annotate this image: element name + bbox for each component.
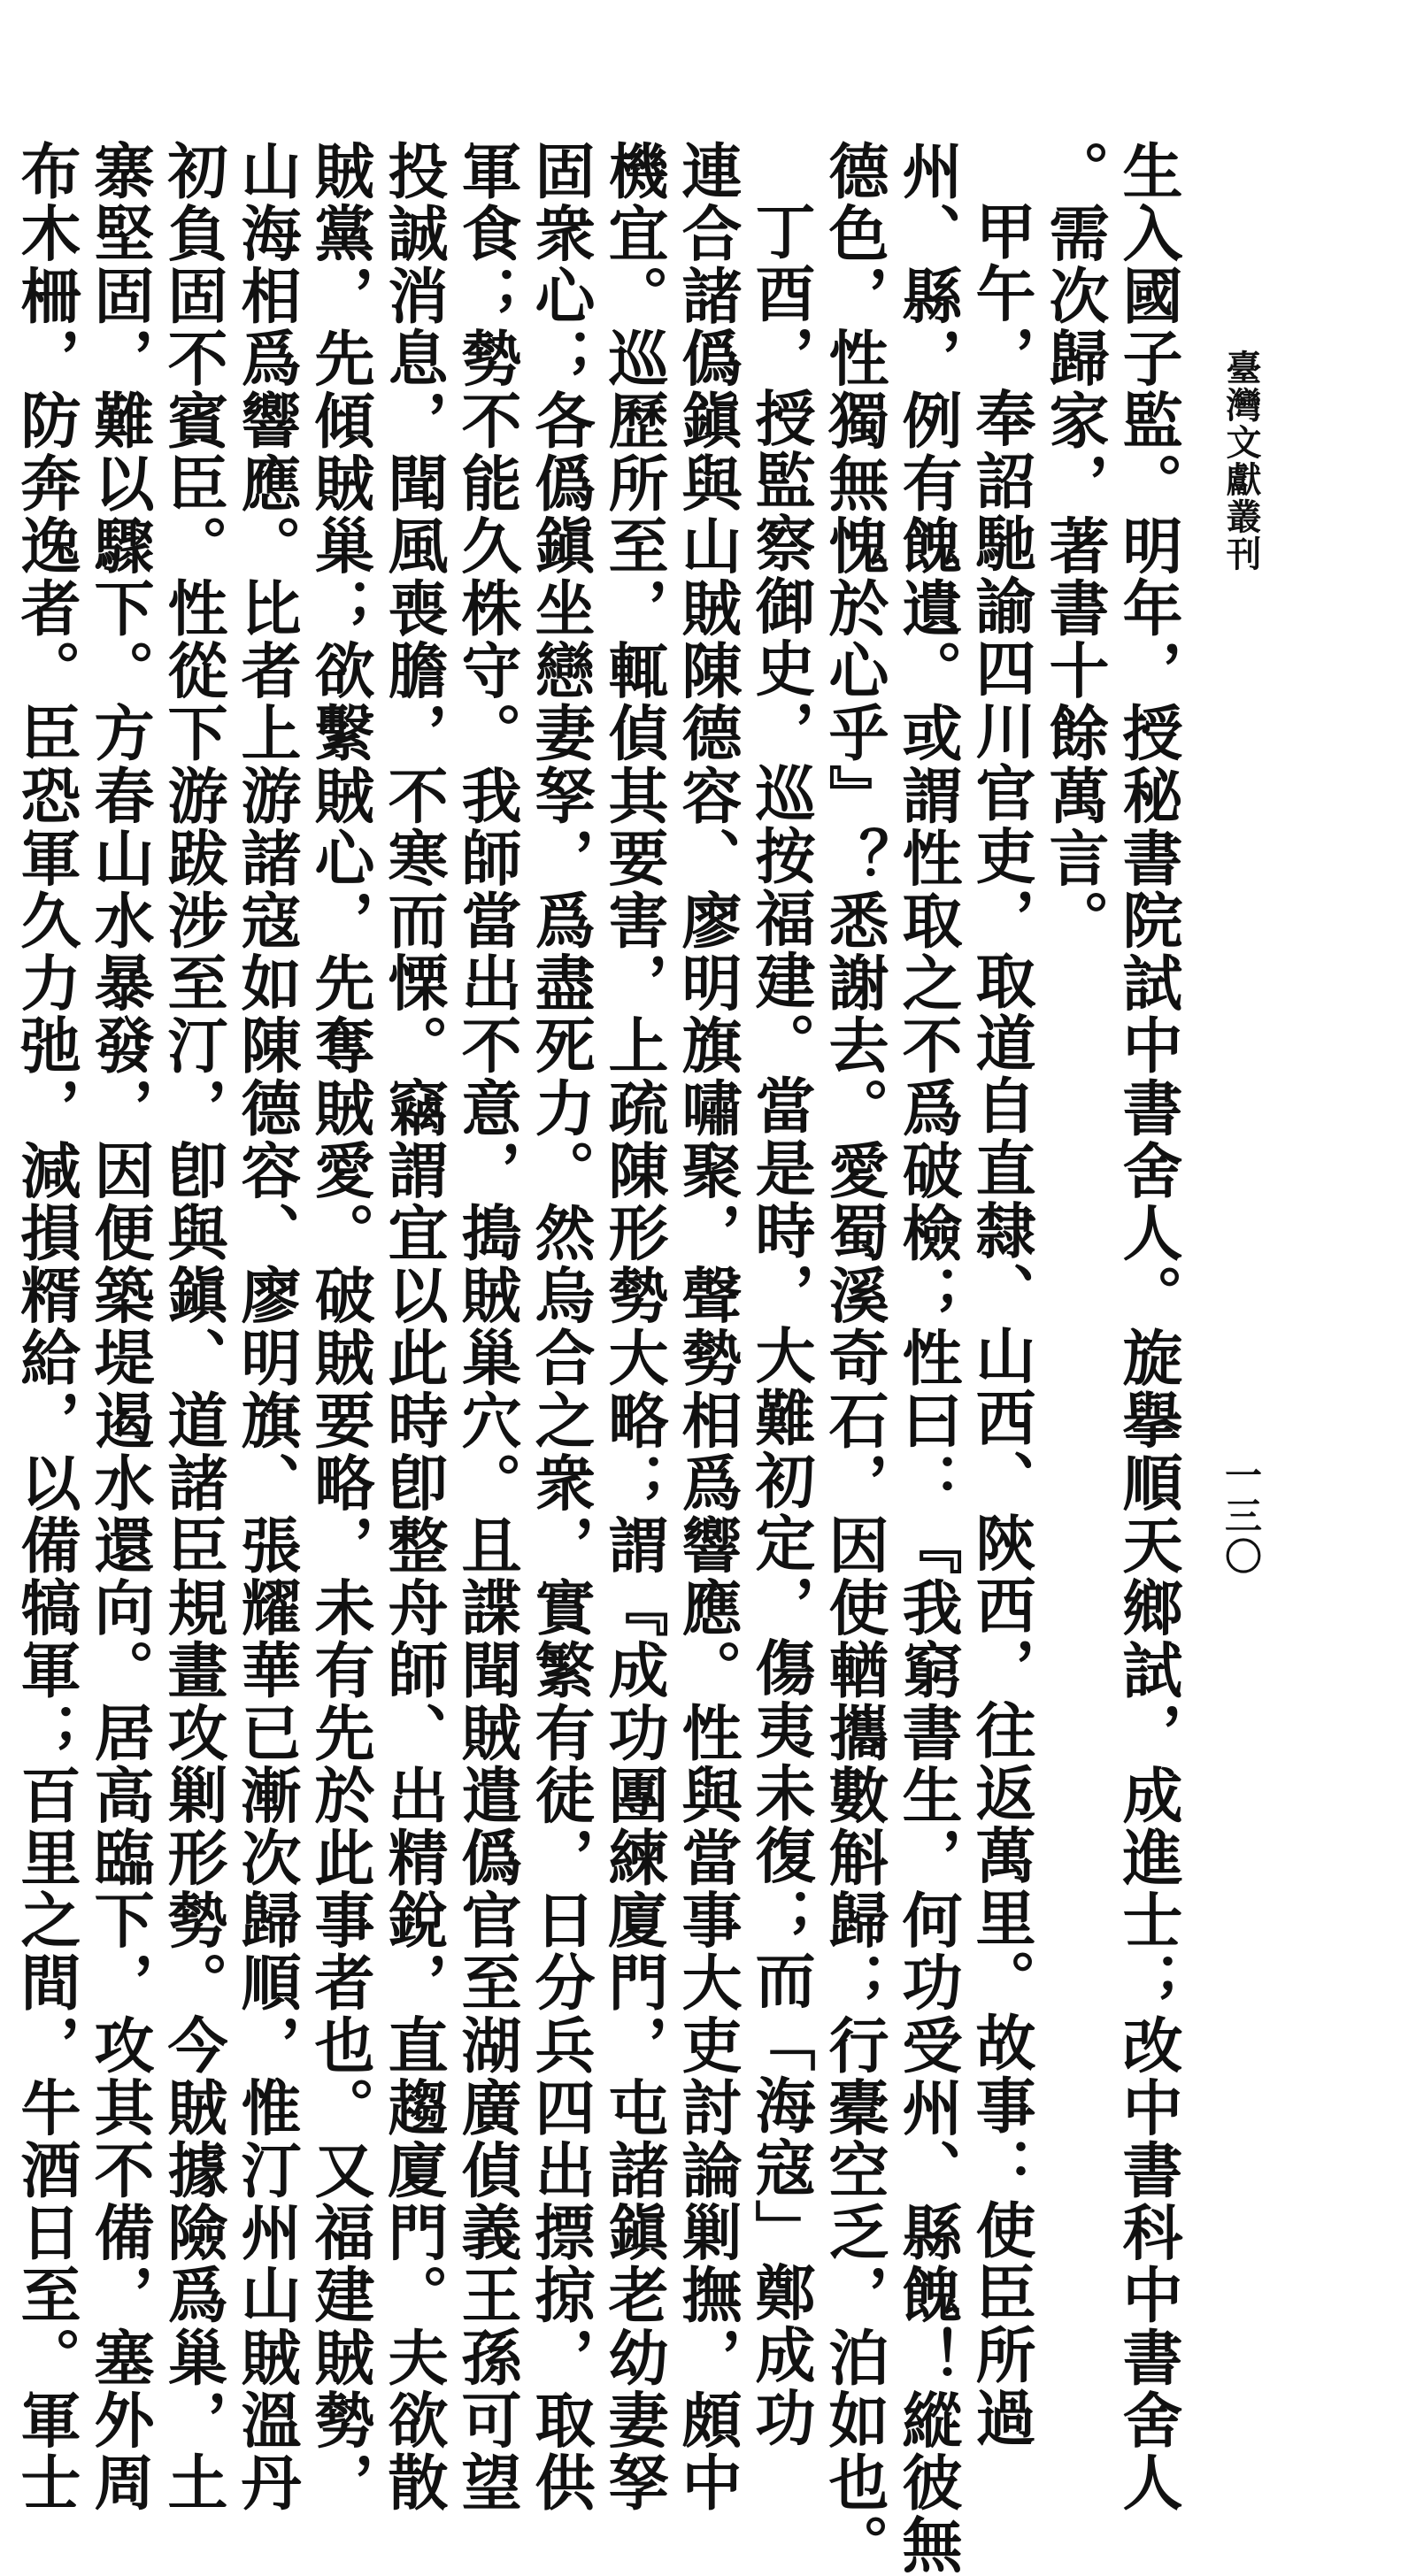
text-column: 山海相爲響應。比者上游諸寇如陳德容、廖明旗、張耀華已漸次歸順，惟汀州山賊溫丹 — [231, 140, 302, 2514]
text-column: 生入國子監。明年，授秘書院試中書舍人。旋擧順天鄉試，成進士；改中書科中書舍人 — [1112, 140, 1183, 2514]
text-column: 初負固不賓臣。性從下游跋涉至汀，卽與鎭、道諸臣規畫攻剿形勢。今賊據險爲巢，土 — [158, 140, 228, 2514]
text-column: 甲午，奉詔馳諭四川官吏，取道自直隸、山西、陝西，往返萬里。故事：使臣所過 — [966, 200, 1036, 2449]
text-column: 布木柵，防奔逸者。臣恐軍久力弛，減損糈給，以備犒軍；百里之間，牛酒日至。軍士 — [11, 140, 81, 2514]
text-column: 賊黨，先傾賊巢；欲繫賊心，先奪賊愛。破賊要略，未有先於此事者也。又福建賊勢， — [304, 140, 375, 2514]
text-column: 寨堅固，難以驟下。方春山水暴發，因便築堤遏水還向。居高臨下，攻其不備，塞外周 — [84, 140, 155, 2514]
page-number: 一三〇 — [1220, 1456, 1263, 1578]
text-column: 州、縣，例有餽遺。或謂性取之不爲破檢；性曰：『我窮書生，何功受州、縣餽！縱彼無 — [892, 140, 963, 2576]
text-column: 丁酉，授監察御史，巡按福建。當是時，大難初定，傷夷未復；而「海寇」鄭成功 — [745, 200, 816, 2449]
text-column: 軍食；勢不能久株守。我師當出不意，搗賊巢穴。且諜聞賊遣僞官至湖廣偵義王孫可望 — [451, 140, 522, 2514]
body-text — [9, 140, 1184, 2576]
text-column: 固衆心；各僞鎭坐戀妻孥，爲盡死力。然烏合之衆，實繁有徒，日分兵四出摽掠，取供 — [525, 140, 596, 2514]
text-column: 連合諸僞鎭與山賊陳德容、廖明旗嘯聚，聲勢相爲響應。性與當事大吏討論剿撫，頗中 — [672, 140, 743, 2514]
text-column: 投誠消息，聞風喪膽，不寒而慄。竊謂宜以此時卽整舟師、出精銳，直趨廈門。夫欲散 — [378, 140, 449, 2514]
running-header: 臺灣文獻叢刊 — [1220, 350, 1262, 573]
text-column: 機宜。巡歷所至，輒偵其要害，上疏陳形勢大略；謂『成功團練廈門，屯諸鎭老幼妻孥 — [598, 140, 669, 2514]
text-column: 德色，性獨無愧於心乎』？悉謝去。愛蜀溪奇石，因使輶攜數斛歸；行橐空乏，泊如也。 — [819, 140, 889, 2576]
text-column: 。需次歸家，著書十餘萬言。 — [1039, 140, 1110, 952]
